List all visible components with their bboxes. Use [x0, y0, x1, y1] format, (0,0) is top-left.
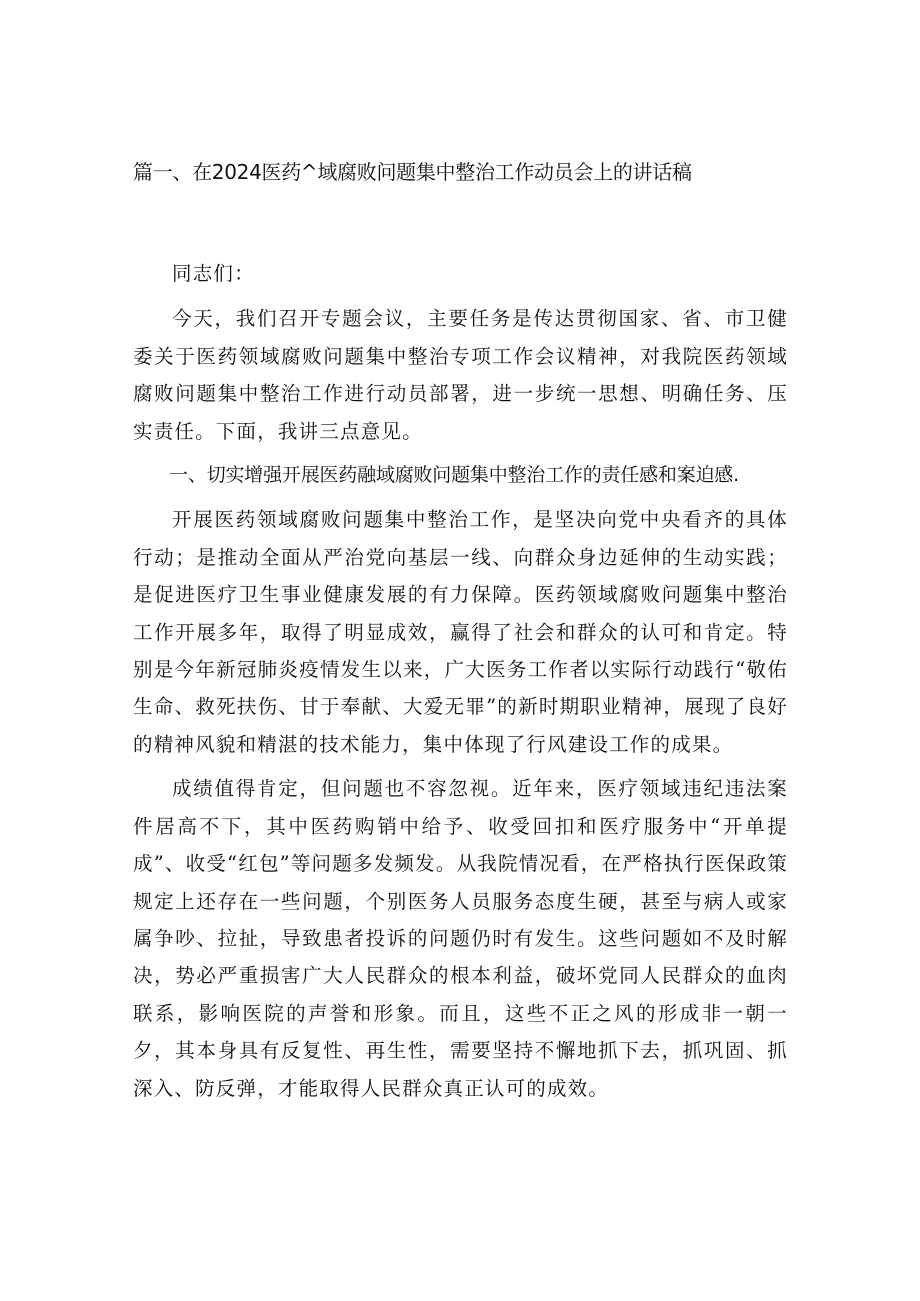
document-title: 篇一、在2024医药^域腐败问题集中整治工作动员会上的讲话稿 — [133, 160, 692, 184]
section-heading-1: 一、切实增强开展医药融域腐败问题集中整治工作的责任感和案迫感. — [169, 464, 739, 487]
paragraph-intro: 今天，我们召开专题会议，主要任务是传达贯彻国家、省、市卫健委关于医药领域腐败问题集中整治专项工作会议精神，对我院医药领域腐败问题集中整治工作进行动员部署，进一步统一思想、明确任务、压实责任。下面，我讲三点意见。 — [133, 307, 788, 443]
greeting: 同志们： — [172, 262, 255, 285]
document-body — [133, 255, 788, 1114]
paragraph-significance: 开展医药领域腐败问题集中整治工作，是坚决向党中央看齐的具体行动；是推动全面从严治党向基层一线、向群众身边延伸的生动实践；是促进医疗卫生事业健康发展的有力保障。医药领域腐败问题集中整治工作开展多年，取得了明显成效，赢得了社会和群众的认可和肯定。特别是今年新冠肺炎疫情发生以来，广大医务工作者以实际行动践行“敬佑生命、救死扶伤、甘于奉献、大爱无罪”的新时期职业精神，展现了良好的精神风貌和精湛的技术能力，集中体现了行风建设工作的成果。 — [133, 508, 788, 756]
paragraph-problems: 成绩值得肯定，但问题也不容忽视。近年来，医疗领域违纪违法案件居高不下，其中医药购销中给予、收受回扣和医疗服务中“开单提成”、收受“红包”等问题多发频发。从我院情况看，在严格执行医保政策规定上还存在一些问题，个别医务人员服务态度生硬，甚至与病人或家属争吵、拉扯，导致患者投诉的问题仍时有发生。这些问题如不及时解决，势必严重损害广大人民群众的根本利益，破坏党同人民群众的血肉联系，影响医院的声誉和形象。而且，这些不正之风的形成非一朝一夕，其本身具有反复性、再生性，需要坚持不懈地抓下去，抓巩固、抓深入、防反弹，才能取得人民群众真正认可的成效。 — [133, 777, 788, 1100]
